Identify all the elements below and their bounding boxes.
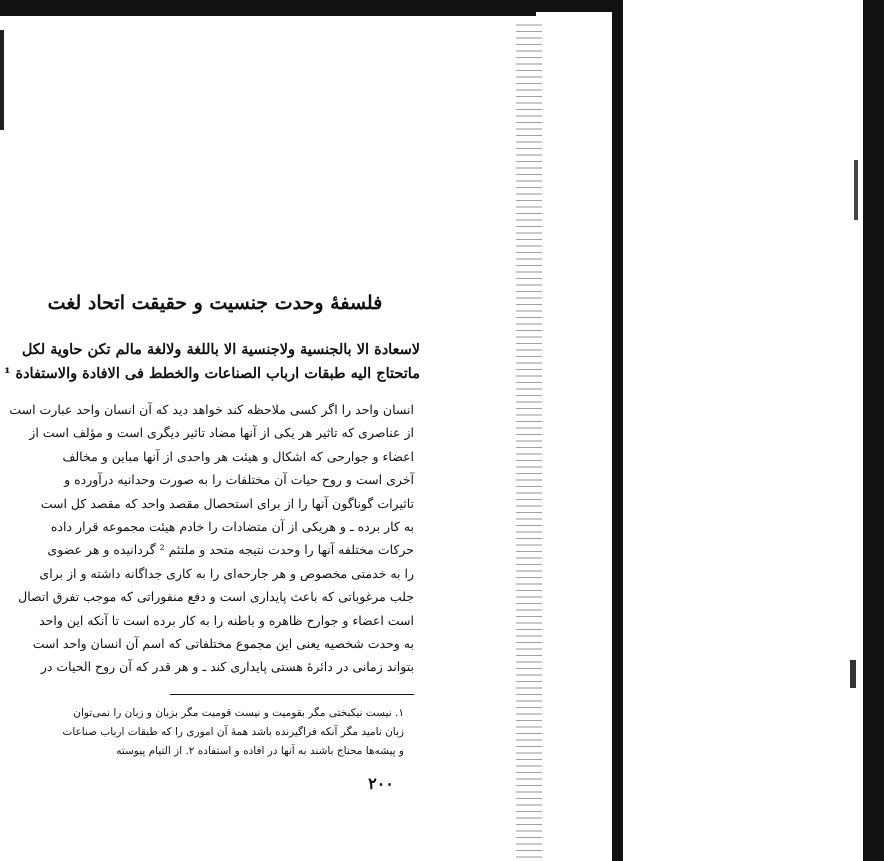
body-paragraph	[9, 398, 414, 679]
body-line: به وحدت شخصیه یعنی این مجموع مختلفاتی که اسم آن انسان واحد است	[32, 636, 414, 652]
footnotes	[24, 704, 404, 761]
body-line: به کار برده ـ و هریکی از آن متضادات را خادم هیئت مجموعه قرار داده	[50, 519, 414, 535]
body-line: حرکات مختلفه آنها را وحدت نتیجه متحد و ملتئم ² گردانیده و هر عضوی	[47, 542, 414, 558]
body-line: بتواند زمانی در دائرهٔ هستی پایداری کند ـ و هر قدر که آن روح الحیات در	[40, 659, 414, 675]
footnote-line: زبان نامید مگر آنکه فراگیرنده باشد همهٔ آن اموری را که طبقات ارباب صناعات	[62, 726, 404, 738]
footnote-divider	[170, 694, 414, 695]
page-title: فلسفهٔ وحدت جنسیت و حقیقت اتحاد لغت	[47, 292, 383, 314]
scan-right-border	[858, 0, 884, 861]
book-spine-bar	[612, 0, 623, 861]
body-line: انسان واحد را اگر کسی ملاحظه کند خواهد دید که آن انسان واحد عبارت است	[9, 402, 414, 417]
arabic-epigraph	[4, 338, 420, 386]
body-line: است اعضاء و جوارح ظاهره و باطنه را به کار برده است تا آنکه این واحد	[39, 612, 414, 628]
body-line: اعضاء و جوارحی که اشکال و هیئت هر واحدی از آنها مباین و مخالف	[62, 448, 414, 464]
body-line: جلب مرغوباتی که باعث پایداری است و دفع منفوراتی که موجب تفرق اتصال	[18, 589, 414, 605]
page-number: ۲۰۰	[368, 774, 394, 793]
body-line: را به خدمتی مخصوص و هر جارحه‌ای را به کاری جداگانه داشته و از برای	[39, 565, 414, 581]
scan-right-mark	[854, 160, 858, 220]
footnote-line: و پیشه‌ها محتاج باشند به آنها در افاده و استفاده ۲. از التیام پیوسته	[116, 745, 404, 757]
body-line: آخری است و روح حیات آن مختلفات را به صورت وحدانیه درآورده و	[64, 472, 414, 488]
epigraph-line: ماتحتاج اليه طبقات ارباب الصناعات والخطط فى الافادة والاستفادة ¹	[4, 365, 420, 382]
footnote-line: ۱. نیست نیکبختی مگر بقومیت و نیست قومیت مگر بزبان و زبان را نمی‌توان	[73, 707, 404, 719]
epigraph-line: لاسعادة الا بالجنسية ولاجنسية الا باللغة ولالغة مالم تكن حاوية لكل	[21, 341, 420, 358]
body-line: تاثیرات گوناگون آنها را از برای استحصال مقصد واحد که مقصد کل است	[40, 495, 414, 511]
scan-right-mark	[850, 660, 856, 688]
body-line: از عناصری که تاثیر هر یکی از آنها مضاد تاثیر دیگری است و مؤلف است از	[29, 425, 414, 441]
